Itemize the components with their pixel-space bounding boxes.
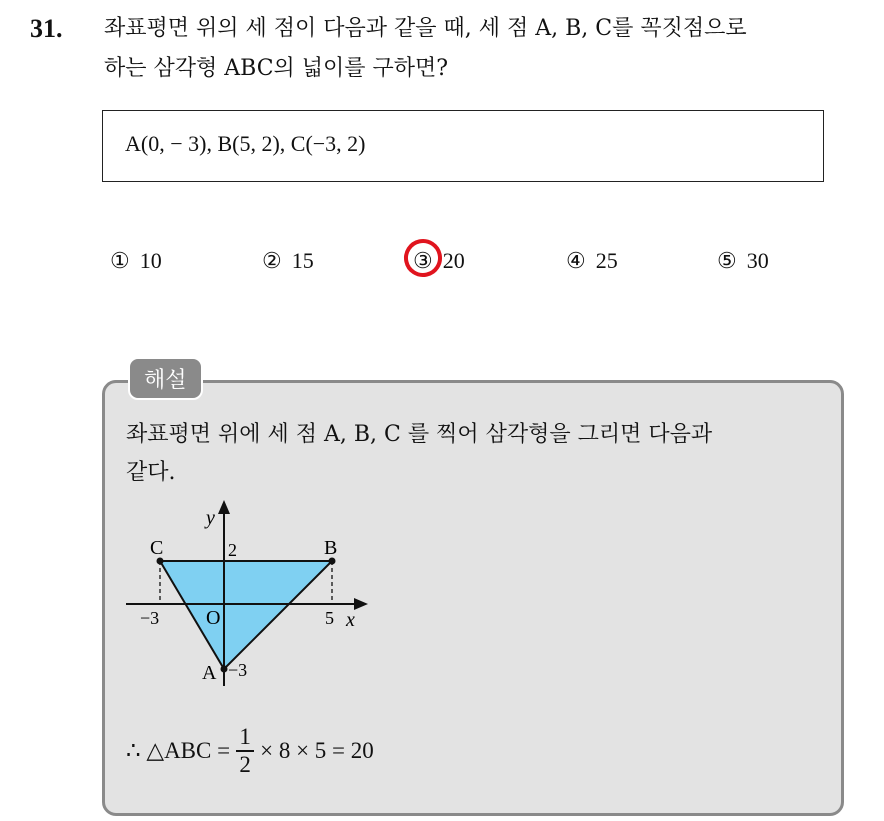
given-points-box xyxy=(102,110,824,182)
question-text-line2: 하는 삼각형 ABC의 넓이를 구하면? xyxy=(104,56,449,81)
solution-conclusion xyxy=(126,724,374,778)
point-a-label: A xyxy=(202,662,217,684)
point-c-label: C xyxy=(150,537,164,559)
choice-4-value: 25 xyxy=(595,248,618,273)
coordinate-graph xyxy=(120,494,380,694)
conclusion-suffix: × 8 × 5 = 20 xyxy=(260,737,374,763)
choice-2-value: 15 xyxy=(291,248,314,273)
choice-5[interactable] xyxy=(717,248,769,274)
choice-1[interactable] xyxy=(110,248,162,274)
choice-5-value: 30 xyxy=(746,248,769,273)
triangle-abc xyxy=(160,561,332,669)
fraction-numerator: 1 xyxy=(239,724,251,749)
choice-1-mark: ① xyxy=(110,248,130,273)
solution-text-line2: 같다. xyxy=(126,460,176,485)
conclusion-prefix: ∴ △ABC = xyxy=(126,737,231,763)
fraction-denominator: 2 xyxy=(239,751,251,777)
choice-3-mark: ③ xyxy=(413,248,433,273)
point-a-dot xyxy=(221,666,228,673)
fraction-one-half xyxy=(236,724,254,778)
tick-y-2: 2 xyxy=(228,540,237,560)
solution-text-line1: 좌표평면 위에 세 점 A, B, C 를 찍어 삼각형을 그리면 다음과 xyxy=(126,422,713,447)
point-b-label: B xyxy=(324,537,338,559)
choice-1-value: 10 xyxy=(139,248,162,273)
y-axis-label: y xyxy=(206,507,215,529)
choice-3-value: 20 xyxy=(442,248,465,273)
choice-4[interactable] xyxy=(566,248,618,274)
tick-x-5: 5 xyxy=(325,608,334,628)
question-number: 31. xyxy=(30,14,63,43)
choice-2[interactable] xyxy=(262,248,314,274)
question-text-line1: 좌표평면 위의 세 점이 다음과 같을 때, 세 점 A, B, C를 꼭짓점으로 xyxy=(104,16,747,41)
origin-label: O xyxy=(206,607,221,629)
x-axis-arrow xyxy=(354,598,368,610)
choice-2-mark: ② xyxy=(262,248,282,273)
choice-4-mark: ④ xyxy=(566,248,586,273)
y-axis-arrow xyxy=(218,500,230,514)
choice-5-mark: ⑤ xyxy=(717,248,737,273)
given-points: A(0, − 3), B(5, 2), C(−3, 2) xyxy=(125,131,366,156)
x-axis-label: x xyxy=(346,609,355,631)
tick-y-minus3: −3 xyxy=(228,660,248,680)
solution-label: 해설 xyxy=(128,357,203,400)
tick-x-minus3: −3 xyxy=(140,608,160,628)
